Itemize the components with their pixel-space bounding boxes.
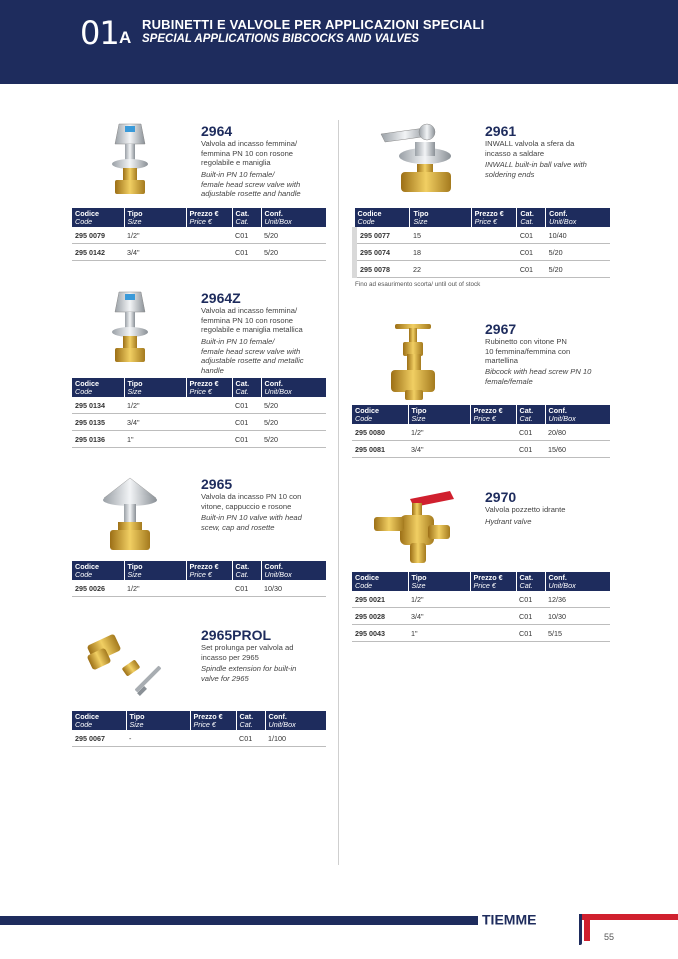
product-code: 2967 bbox=[485, 321, 517, 337]
product-code: 2965PROL bbox=[201, 627, 272, 643]
table-row: 295 0074 18 C01 5/20 bbox=[355, 244, 611, 261]
chapter-title-it: RUBINETTI E VALVOLE PER APPLICAZIONI SPECIALI bbox=[142, 17, 485, 32]
col-code: Codice Code bbox=[72, 208, 124, 227]
product-table-2964 bbox=[72, 208, 326, 261]
page-number: 55 bbox=[604, 932, 615, 942]
table-row: 295 0043 1" C01 5/15 bbox=[352, 625, 610, 642]
ball-valve-2961-image bbox=[375, 120, 465, 200]
table-row: 295 0081 3/4" C01 15/60 bbox=[352, 441, 610, 458]
page-header bbox=[0, 0, 678, 84]
product-table-2967: Codice Code Tipo Size Prezzo € Price € Cat. Cat. Conf. Unit/Box 295 0080 1/2" C01 20/80 295 0081 3/4" C01 15/60 bbox=[352, 405, 610, 458]
product-description-en: Built-in PN 10 valve with head scew, cap and rosette bbox=[201, 513, 302, 532]
valve-2964z-image bbox=[105, 288, 155, 366]
table-row: 295 0026 1/2" C01 10/30 bbox=[72, 580, 326, 597]
table-row: 295 0021 1/2" C01 12/36 bbox=[352, 591, 610, 608]
chapter-title-en: SPECIAL APPLICATIONS BIBCOCKS AND VALVES bbox=[142, 33, 420, 45]
product-description-it: Valvola da incasso PN 10 con vitone, cappuccio e rosone bbox=[201, 492, 302, 511]
tiemme-logo bbox=[478, 911, 678, 951]
product-code: 2964 bbox=[201, 123, 233, 139]
product-code: 2961 bbox=[485, 123, 517, 139]
brand-name: TIEMME bbox=[482, 911, 537, 928]
col-price: Prezzo € Price € bbox=[186, 208, 232, 227]
col-cat: Cat. Cat. bbox=[232, 208, 261, 227]
bibcock-2967-image bbox=[385, 318, 445, 404]
table-row: 295 0067 - C01 1/100 bbox=[72, 730, 326, 747]
footer-bar bbox=[0, 916, 478, 925]
product-code: 2964Z bbox=[201, 290, 241, 306]
product-description-it: Set prolunga per valvola ad incasso per 2965 bbox=[201, 643, 294, 662]
product-table-2961: Codice Code Tipo Size Prezzo € Price € Cat. Cat. Conf. Unit/Box 295 0077 15 C01 10/40 295 0074 18 C01 5/20 295 0078 22 C01 5/20 bbox=[352, 208, 610, 278]
table-row: 295 0134 1/2" C01 5/20 bbox=[72, 397, 326, 414]
product-table-2970: Codice Code Tipo Size Prezzo € Price € Cat. Cat. Conf. Unit/Box 295 0021 1/2" C01 12/36 295 0028 3/4" C01 10/30 295 0043 1" C01 5/15 bbox=[352, 572, 610, 642]
product-description-it: Valvola ad incasso femmina/ femmina PN 10 con rosone regolabile e maniglia metallica bbox=[201, 306, 303, 334]
table-row: 295 0077 15 C01 10/40 bbox=[355, 227, 611, 244]
hydrant-valve-2970-image bbox=[370, 485, 460, 570]
table-row: 295 0080 1/2" C01 20/80 bbox=[352, 424, 610, 441]
table-row: 295 0135 3/4" C01 5/20 bbox=[72, 414, 326, 431]
product-description-en: INWALL built-in ball valve with soldering ends bbox=[485, 160, 587, 179]
product-description-en: Spindle extension for built-in valve for 2965 bbox=[201, 664, 297, 683]
col-size: Tipo Size bbox=[124, 208, 186, 227]
chapter-suffix: A bbox=[119, 28, 132, 47]
table-row: 295 0028 3/4" C01 10/30 bbox=[352, 608, 610, 625]
product-table-2964z: Codice Code Tipo Size Prezzo € Price € Cat. Cat. Conf. Unit/Box 295 0134 1/2" C01 5/20 295 0135 3/4" C01 5/20 295 0136 1" C01 5/20 bbox=[72, 378, 326, 448]
product-code: 2970 bbox=[485, 489, 517, 505]
product-description-en: Hydrant valve bbox=[485, 517, 532, 526]
product-description-en: Built-in PN 10 female/ female head screw valve with adjustable rosette and handle bbox=[201, 170, 301, 198]
table-row: 295 0079 1/2" C01 5/20 bbox=[72, 227, 326, 244]
product-description-en: Bibcock with head screw PN 10 female/female bbox=[485, 367, 592, 386]
table-row: 295 0142 3/4" C01 5/20 bbox=[72, 244, 326, 261]
table-row: 295 0136 1" C01 5/20 bbox=[72, 431, 326, 448]
extension-set-2965prol-image bbox=[85, 625, 175, 703]
column-divider bbox=[338, 120, 339, 865]
product-table-2965prol: Codice Code Tipo Size Prezzo € Price € Cat. Cat. Conf. Unit/Box 295 0067 - C01 1/100 bbox=[72, 711, 326, 747]
product-description-en: Built-in PN 10 female/ female head screw valve with adjustable rosette and metallic handle bbox=[201, 337, 304, 375]
product-description-it: Valvola ad incasso femmina/ femmina PN 10 con rosone regolabile e maniglia bbox=[201, 139, 298, 167]
col-conf: Conf. Unit/Box bbox=[261, 208, 326, 227]
chapter-number: 01 bbox=[80, 14, 119, 52]
product-table-2965: Codice Code Tipo Size Prezzo € Price € Cat. Cat. Conf. Unit/Box 295 0026 1/2" C01 10/30 bbox=[72, 561, 326, 597]
product-description-it: Rubinetto con vitone PN 10 femmina/femmina con martellina bbox=[485, 337, 571, 365]
product-code: 2965 bbox=[201, 476, 233, 492]
product-description-it: INWALL valvola a sfera da incasso a saldare bbox=[485, 139, 575, 158]
stock-note: Fino ad esaurimento scorta/ until out of stock bbox=[355, 281, 481, 288]
product-description-it: Valvola pozzetto idrante bbox=[485, 505, 566, 514]
valve-2964-image bbox=[105, 120, 155, 198]
valve-2965-image bbox=[98, 474, 162, 554]
table-row: 295 0078 22 C01 5/20 bbox=[355, 261, 611, 278]
